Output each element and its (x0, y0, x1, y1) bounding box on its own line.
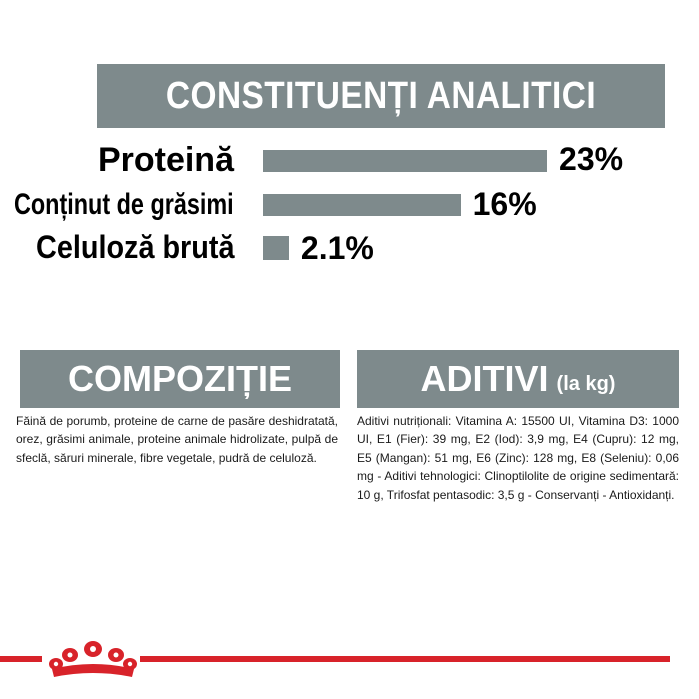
analytical-constituents-title: CONSTITUENȚI ANALITICI (165, 74, 597, 117)
royal-canin-crown-icon (46, 637, 140, 679)
composition-title: COMPOZIȚIE (68, 358, 292, 399)
fat-label: Conținut de grăsimi (14, 188, 234, 221)
additives-text: Aditivi nutriționali: Vitamina A: 15500 UI, Vitamina D3: 1000 UI, E1 (Fier): 39 mg, E2 (Iod): 3,9 mg, E4 (Cupru): 12 mg, E5 (Mangan): 51 mg, E6 (Zinc): 128 mg, E8 (Seleniu): 0,06 mg - Aditivi tehnologici: Clinoptilolite de origine sedimentară: 10 g, Trifosfat pentasodic: 3,5 g - Conservanți - Antioxidanți. (357, 414, 679, 502)
fat-bar (263, 194, 461, 216)
fiber-label: Celuloză brută (35, 229, 234, 265)
composition-header (20, 350, 340, 408)
additives-header (357, 350, 679, 408)
protein-value: 23% (559, 141, 624, 177)
fiber-value: 2.1% (300, 230, 374, 266)
analytical-constituents-header (97, 64, 665, 128)
brand-line (140, 656, 670, 662)
brand-line-left (0, 656, 42, 662)
composition-text: Făină de porumb, proteine de carne de pasăre deshidratată, orez, grăsimi animale, proteine animale hidrolizate, pulpă de sfeclă, săruri minerale, fibre vegetale, pudră de celuloză. (16, 414, 338, 465)
protein-label: Proteină (97, 141, 234, 179)
additives-subtitle: (la kg) (556, 372, 616, 395)
fiber-bar (263, 236, 289, 260)
protein-bar (263, 150, 547, 172)
fat-value: 16% (472, 186, 537, 222)
additives-title: ADITIVI (420, 358, 549, 399)
